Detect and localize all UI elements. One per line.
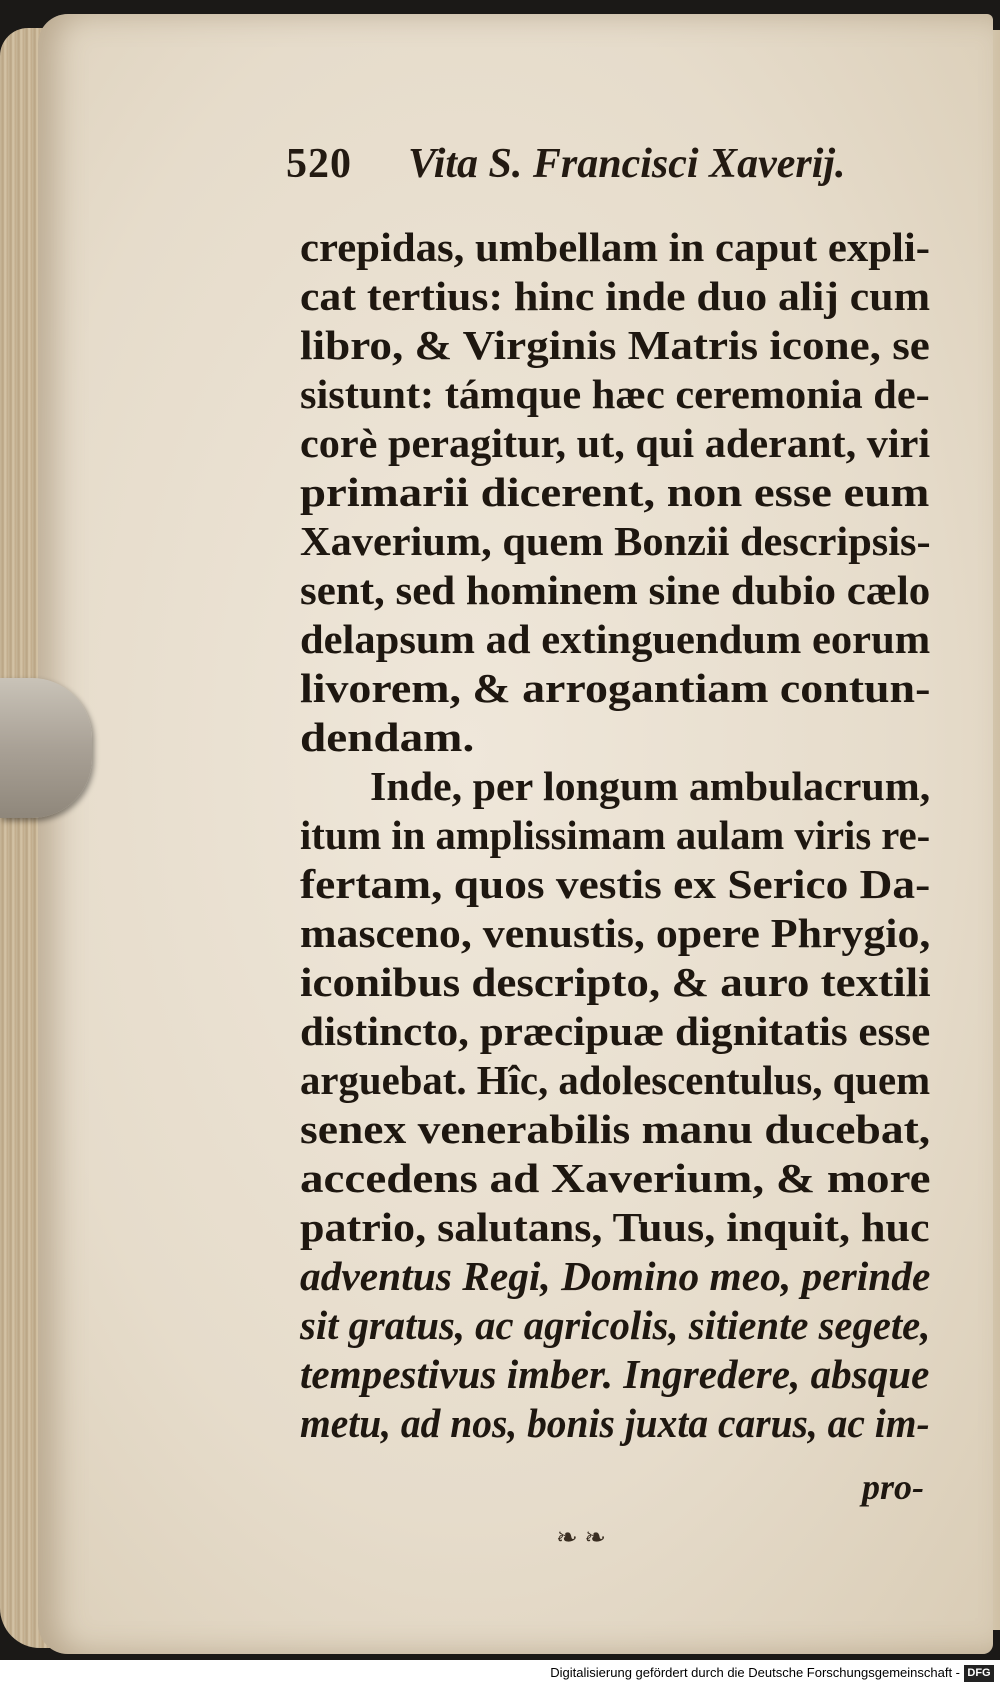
text-line: fertam, quos vestis ex Serico Da- bbox=[300, 861, 931, 907]
text-line: iconibus descripto, & auro textili bbox=[300, 959, 931, 1005]
text-line: primarii dicerent, non esse eum bbox=[300, 469, 930, 515]
text-line: Xaverium, quem Bonzii descripsis- bbox=[300, 518, 931, 564]
text-line: itum in amplissimam aulam viris re- bbox=[300, 812, 931, 858]
text-line: sit gratus, ac agricolis, sitiente segete, bbox=[300, 1302, 931, 1348]
text-line: corè peragitur, ut, qui aderant, viri bbox=[300, 420, 931, 466]
text-line: crepidas, umbellam in caput expli- bbox=[300, 224, 931, 270]
footer-bar bbox=[0, 1660, 1000, 1688]
text-line: delapsum ad extinguendum eorum bbox=[300, 616, 931, 662]
text-line: accedens ad Xaverium, & more bbox=[300, 1155, 931, 1201]
text-line: sent, sed hominem sine dubio cælo bbox=[300, 567, 931, 613]
text-line: sistunt: támque hæc ceremonia de- bbox=[300, 371, 930, 417]
text-line: libro, & Virginis Matris icone, se bbox=[300, 322, 930, 368]
dfg-logo-icon: DFG bbox=[964, 1665, 994, 1682]
page-header bbox=[286, 140, 846, 200]
running-title: Vita S. Francisci Xaverij. bbox=[408, 141, 846, 187]
text-line: tempestivus imber. Ingredere, absque bbox=[300, 1351, 930, 1397]
signature-mark: ❧ ❧ bbox=[556, 1523, 607, 1552]
text-line: masceno, venustis, opere Phrygio, bbox=[300, 910, 931, 956]
text-line: senex venerabilis manu ducebat, bbox=[300, 1106, 931, 1152]
text-line: patrio, salutans, Tuus, inquit, huc bbox=[300, 1204, 930, 1250]
text-line: dendam. bbox=[300, 714, 475, 760]
text-line: Inde, per longum ambulacrum, bbox=[370, 763, 931, 809]
text-line: cat tertius: hinc inde duo alij cum bbox=[300, 273, 931, 319]
page-number: 520 bbox=[286, 141, 352, 187]
text-line: distincto, præcipuæ dignitatis esse bbox=[300, 1008, 931, 1054]
text-line: livorem, & arrogantiam contun- bbox=[300, 665, 931, 711]
catchword: pro- bbox=[862, 1467, 924, 1507]
text-line: arguebat. Hîc, adolescentulus, quem bbox=[300, 1057, 931, 1103]
text-line: adventus Regi, Domino meo, perinde bbox=[300, 1253, 931, 1299]
footer-credit: Digitalisierung gefördert durch die Deutsche Forschungsgemeinschaft - bbox=[550, 1665, 960, 1680]
text-line: metu, ad nos, bonis juxta carus, ac im- bbox=[300, 1400, 930, 1446]
